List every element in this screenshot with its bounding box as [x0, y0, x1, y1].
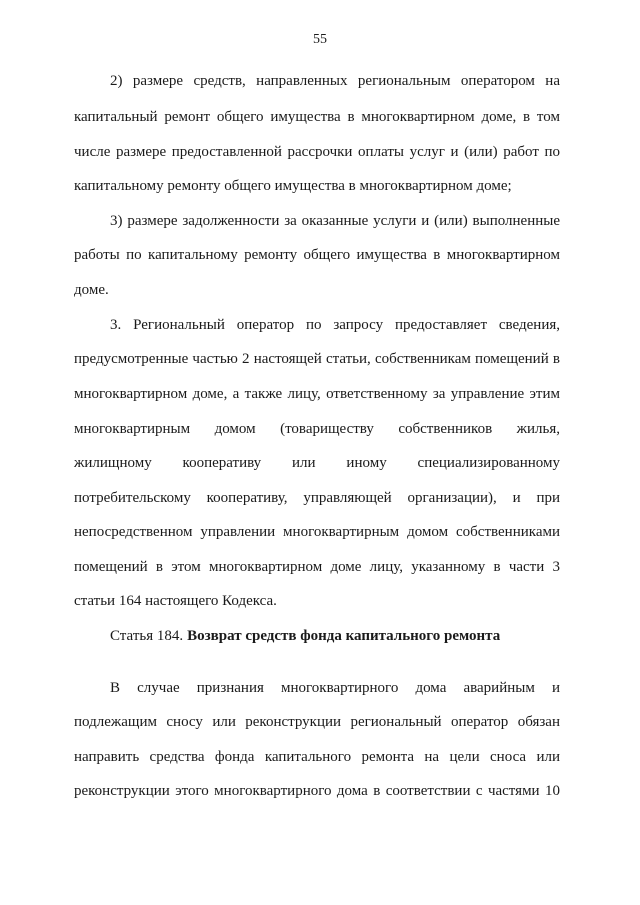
part-3-line-3: многоквартирном доме, а также лицу, ответственному за управление этим: [74, 386, 560, 402]
part-3-line-6: потребительскому кооперативу, управляющей организации), и при: [74, 490, 560, 506]
part-3-line-9: статьи 164 настоящего Кодекса.: [74, 593, 277, 609]
article-body-line-4: реконструкции этого многоквартирного дома в соответствии с частями 10: [74, 783, 560, 799]
part-3-line-5: жилищному кооперативу или иному специализированному: [74, 455, 560, 471]
paragraph-2-line-4: капитальному ремонту общего имущества в многоквартирном доме;: [74, 178, 512, 194]
paragraph-3-line-1: 3) размере задолженности за оказанные услуги и (или) выполненные: [110, 213, 560, 229]
part-3-line-2: предусмотренные частью 2 настоящей статьи, собственникам помещений в: [74, 351, 560, 367]
paragraph-2-line-1: 2) размере средств, направленных региональным оператором на: [110, 73, 560, 89]
article-heading: [110, 627, 500, 645]
part-3-line-4: многоквартирным домом (товариществу собственников жилья,: [74, 421, 560, 437]
article-body-line-2: подлежащим сносу или реконструкции региональный оператор обязан: [74, 714, 560, 730]
paragraph-2-line-2: капитальный ремонт общего имущества в многоквартирном доме, в том: [74, 109, 560, 125]
article-title: Возврат средств фонда капитального ремонта: [187, 628, 501, 644]
part-3-line-1: 3. Региональный оператор по запросу предоставляет сведения,: [110, 317, 560, 333]
paragraph-3-line-3: доме.: [74, 282, 109, 298]
paragraph-3-line-2: работы по капитальному ремонту общего имущества в многоквартирном: [74, 247, 560, 263]
article-body-line-3: направить средства фонда капитального ремонта на цели сноса или: [74, 749, 560, 765]
page-number: 55: [313, 32, 327, 47]
part-3-line-7: непосредственном управлении многоквартирным домом собственниками: [74, 524, 560, 540]
article-number: Статья 184.: [110, 628, 184, 644]
paragraph-2-line-3: числе размере предоставленной рассрочки оплаты услуг и (или) работ по: [74, 144, 560, 160]
part-3-line-8: помещений в этом многоквартирном доме лицу, указанному в части 3: [74, 559, 560, 575]
article-body-line-1: В случае признания многоквартирного дома аварийным и: [110, 680, 560, 696]
